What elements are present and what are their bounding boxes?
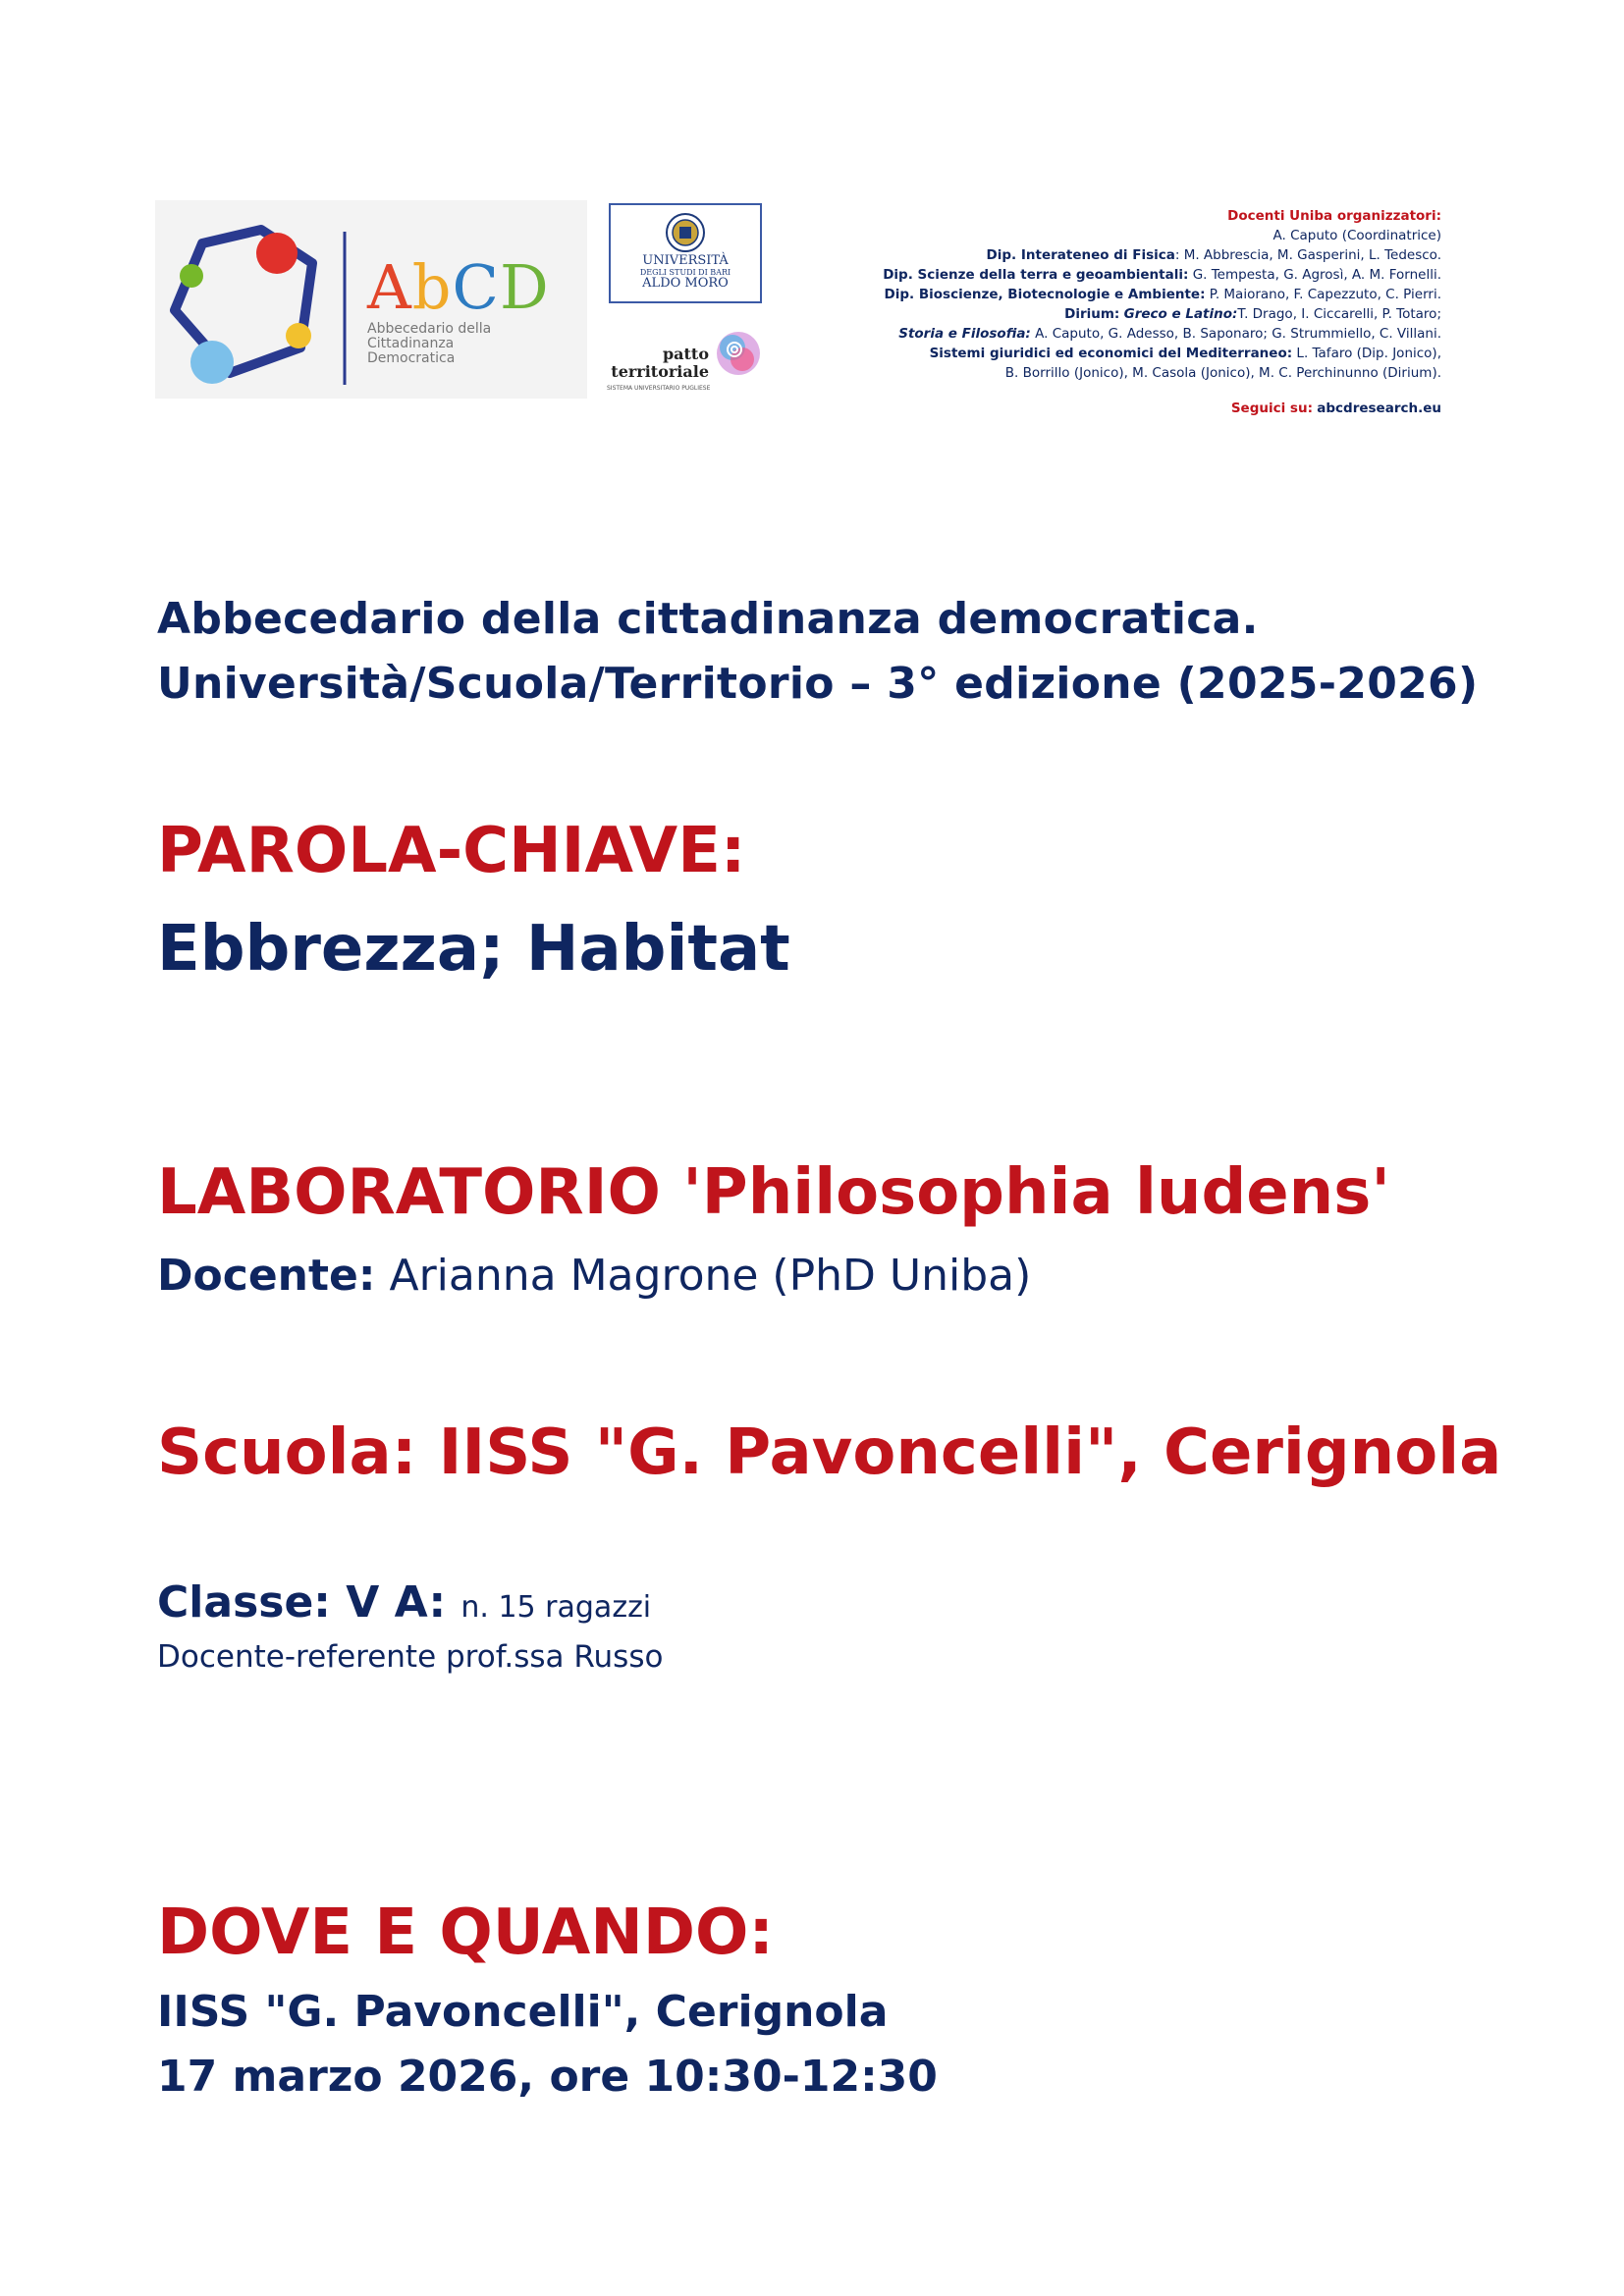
patto-subtitle: SISTEMA UNIVERSITARIO PUGLIESE	[607, 385, 711, 392]
credits-storia	[734, 324, 1441, 344]
abcd-letter-a: A	[367, 251, 412, 323]
credits-line-text: G. Tempesta, G. Agrosì, A. M. Fornelli.	[1192, 267, 1441, 283]
credits-sistemi	[734, 344, 1441, 363]
credits-sistemi-text: L. Tafaro (Dip. Jonico),	[1296, 346, 1441, 361]
abcd-wordmark	[367, 251, 550, 323]
keyword-value: Ebbrezza; Habitat	[157, 913, 790, 986]
credits-line-label: Dip. Interateneo di Fisica	[986, 247, 1175, 263]
series-title	[157, 587, 1478, 717]
abcd-letter-d: D	[499, 251, 550, 323]
teacher-label: Docente:	[157, 1251, 376, 1301]
event-place: IISS "G. Pavoncelli", Cerignola	[157, 1987, 889, 2037]
credits-line	[734, 265, 1441, 285]
abcd-letter-b: b	[411, 251, 453, 323]
credits-greco-text: T. Drago, I. Ciccarelli, P. Totaro;	[1237, 306, 1441, 322]
uniba-line3: ALDO MORO	[642, 276, 729, 291]
organizers-credits	[734, 206, 1441, 418]
class-line	[157, 1577, 651, 1628]
abcd-subtitle-line: Cittadinanza	[367, 336, 455, 351]
where-when-heading: DOVE E QUANDO:	[157, 1896, 774, 1969]
keyword-heading: PAROLA-CHIAVE:	[157, 815, 746, 887]
credits-storia-label: Storia e Filosofia:	[898, 326, 1031, 342]
credits-dirium	[734, 304, 1441, 324]
abcd-logo	[155, 200, 587, 399]
follow-us	[734, 399, 1441, 418]
credits-sistemi-label: Sistemi giuridici ed economici del Mediterraneo:	[929, 346, 1293, 361]
follow-label: Seguici su:	[1230, 400, 1313, 416]
credits-heading: Docenti Uniba organizzatori:	[1227, 208, 1441, 224]
credits-line	[734, 285, 1441, 304]
uniba-line1: UNIVERSITÀ	[642, 253, 729, 268]
credits-sistemi-text2: B. Borrillo (Jonico), M. Casola (Jonico), M. C. Perchinunno (Dirium).	[1004, 365, 1441, 381]
referente-line: Docente-referente prof.ssa Russo	[157, 1639, 664, 1675]
credits-line-text: M. Abbrescia, M. Gasperini, L. Tedesco.	[1183, 247, 1441, 263]
class-label: Classe: V A:	[157, 1577, 447, 1628]
abcd-subtitle-line: Abbecedario della	[367, 321, 492, 337]
series-title-line1: Abbecedario della cittadinanza democratica.	[157, 594, 1259, 644]
credits-storia-text: A. Caputo, G. Adesso, B. Saponaro; G. Strummiello, C. Villani.	[1035, 326, 1441, 342]
credits-greco-label: Greco e Latino:	[1123, 306, 1238, 322]
lab-title: LABORATORIO 'Philosophia ludens'	[157, 1156, 1390, 1229]
class-count: n. 15 ragazzi	[460, 1590, 652, 1625]
credits-sep: :	[1174, 247, 1184, 263]
patto-wordmark	[609, 346, 709, 381]
teacher-name: Arianna Magrone (PhD Uniba)	[389, 1251, 1032, 1301]
abcd-subtitle-line: Democratica	[367, 350, 456, 366]
credits-line-text: P. Maiorano, F. Capezzuto, C. Pierri.	[1209, 287, 1441, 302]
credits-line-label: Dip. Bioscienze, Biotecnologie e Ambiente:	[884, 287, 1206, 302]
patto-line2: territoriale	[611, 362, 709, 381]
uniba-line2: DEGLI STUDI DI BARI	[639, 268, 731, 277]
credits-line-label: Dip. Scienze della terra e geoambientali:	[883, 267, 1189, 283]
follow-site-link: abcdresearch.eu	[1317, 400, 1441, 416]
series-title-line2: Università/Scuola/Territorio – 3° edizione (2025-2026)	[157, 659, 1479, 709]
credits-coordinator: A. Caputo (Coordinatrice)	[1272, 228, 1441, 243]
credits-line	[734, 245, 1441, 265]
school-line: Scuola: IISS "G. Pavoncelli", Cerignola	[157, 1416, 1502, 1489]
patto-line1: patto	[662, 345, 709, 363]
event-date: 17 marzo 2026, ore 10:30-12:30	[157, 2052, 938, 2102]
abcd-subtitle	[367, 322, 491, 366]
abcd-letter-c: C	[452, 251, 500, 323]
teacher-line	[157, 1251, 1031, 1301]
credits-dirium-label: Dirium:	[1064, 306, 1120, 322]
